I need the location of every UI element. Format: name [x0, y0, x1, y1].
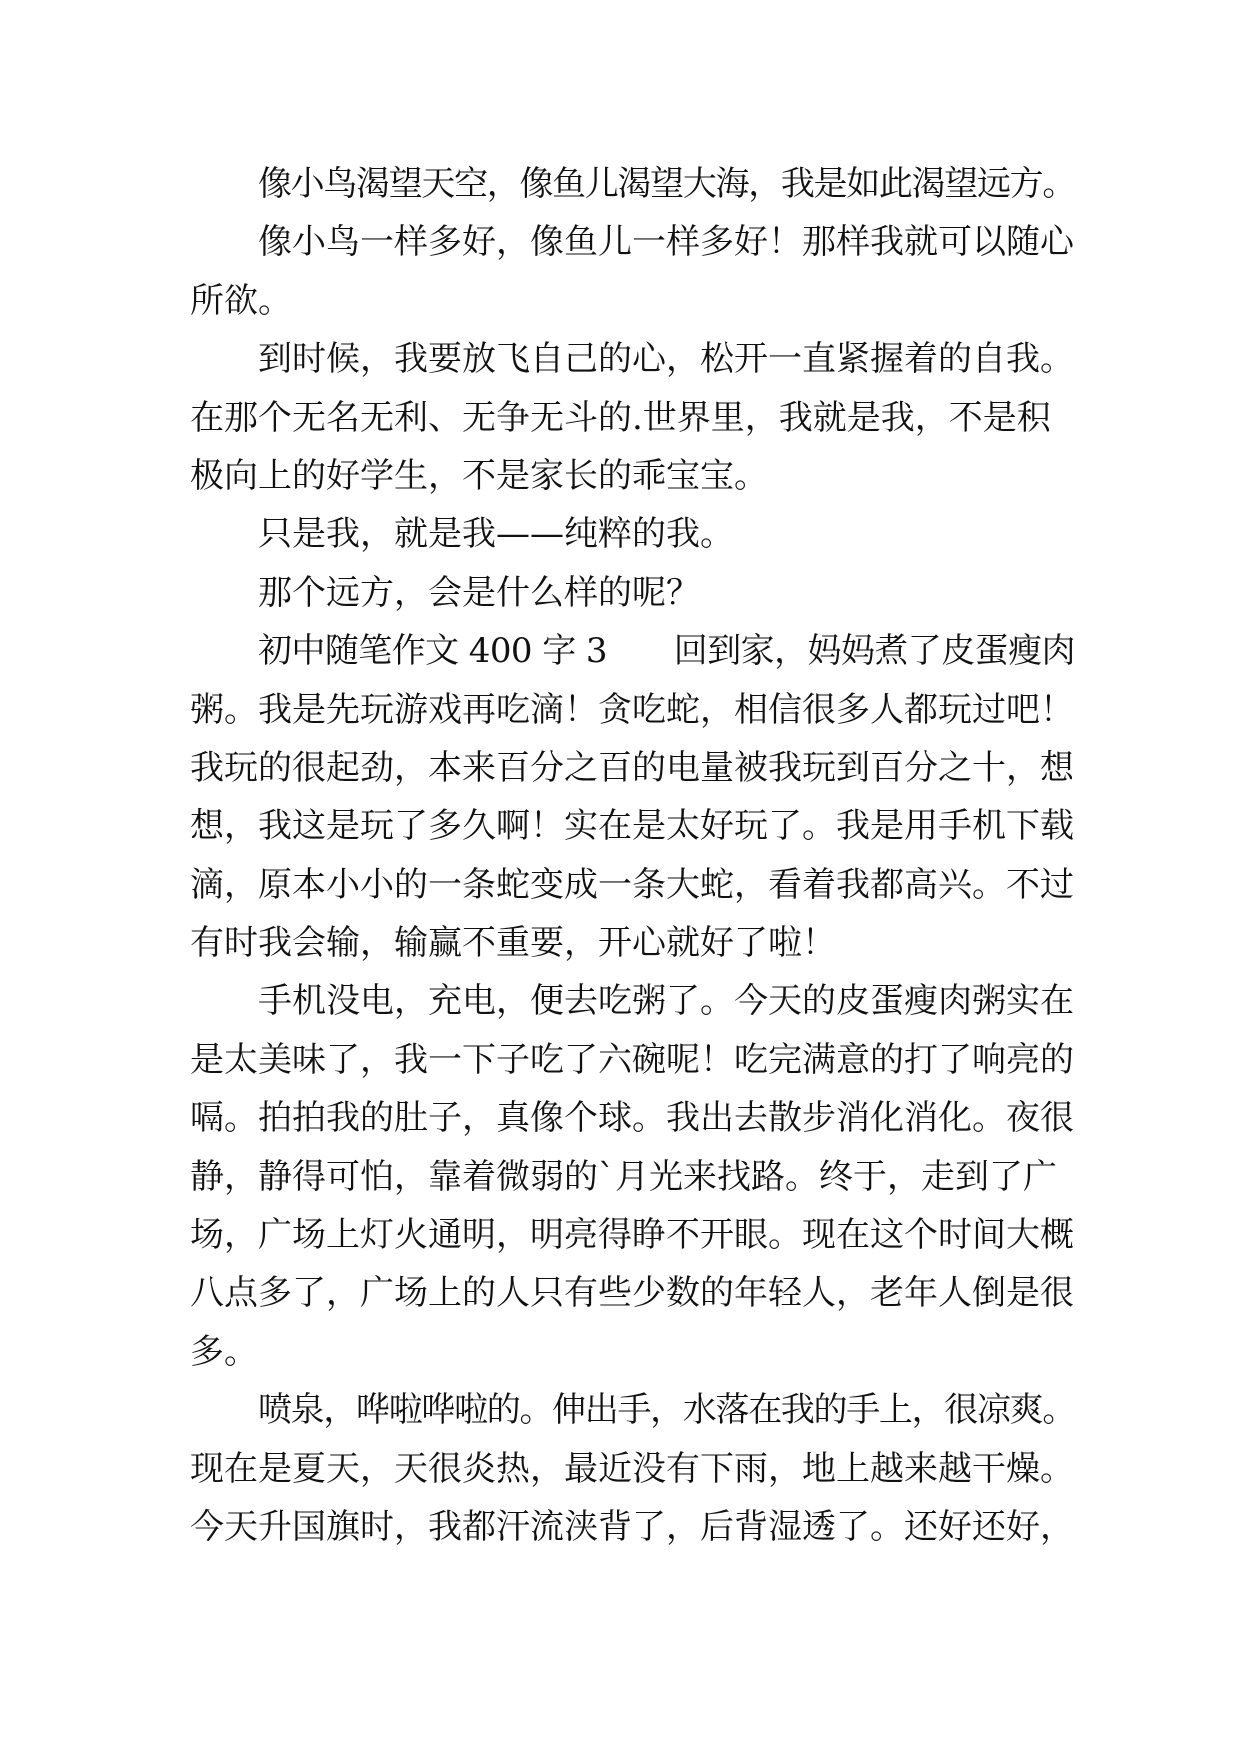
text-line: 嗝。拍拍我的肚子，真像个球。我出去散步消化消化。夜很 [190, 1098, 1074, 1139]
text-line: 是太美味了，我一下子吃了六碗呢！吃完满意的打了响亮的 [190, 1039, 1074, 1080]
text-line: 像小鸟一样多好，像鱼儿一样多好！那样我就可以随心 [258, 222, 1074, 263]
text-line: 有时我会输，输赢不重要，开心就好了啦！ [190, 923, 836, 964]
paragraph [190, 972, 1076, 1381]
text-line: 极向上的好学生，不是家长的乖宝宝。 [190, 455, 768, 496]
text-line: 喷泉，哗啦哗啦的。伸出手，水落在我的手上，很凉爽。 [258, 1390, 1075, 1431]
text-line: 静，静得可怕，靠着微弱的`月光来找路。终于，走到了广 [190, 1156, 1057, 1197]
text-line: 多。 [190, 1331, 258, 1372]
paragraph [190, 1381, 1076, 1556]
text-line: 我玩的很起劲，本来百分之百的电量被我玩到百分之十，想 [190, 747, 1074, 788]
text-line: 八点多了，广场上的人只有些少数的年轻人，老年人倒是很 [190, 1273, 1074, 1314]
text-line: 在那个无名无利、无争无斗的.世界里，我就是我，不是积 [190, 397, 1051, 438]
text-line: 想，我这是玩了多久啊！实在是太好玩了。我是用手机下载 [190, 806, 1074, 847]
text-line: 手机没电，充电，便去吃粥了。今天的皮蛋瘦肉粥实在 [258, 981, 1074, 1022]
text-line: 粥。我是先玩游戏再吃滴！贪吃蛇，相信很多人都玩过吧！ [190, 689, 1074, 730]
text-line: 像小鸟渴望天空，像鱼儿渴望大海，我是如此渴望远方。 [258, 164, 1075, 204]
paragraph [190, 564, 1076, 622]
paragraph [190, 622, 1076, 972]
paragraph [190, 213, 1076, 330]
paragraph [190, 155, 1076, 213]
text-line: 所欲。 [190, 280, 292, 321]
text-line: 只是我，就是我——纯粹的我。 [258, 514, 734, 555]
text-line: 那个远方，会是什么样的呢？ [258, 572, 700, 613]
text-line: 今天升国旗时，我都汗流浃背了，后背湿透了。还好还好， [190, 1506, 1074, 1547]
document-body [190, 155, 1076, 1556]
paragraph [190, 330, 1076, 505]
text-line: 场，广场上灯火通明，明亮得睁不开眼。现在这个时间大概 [190, 1215, 1074, 1256]
text-line: 滴，原本小小的一条蛇变成一条大蛇，看着我都高兴。不过 [190, 864, 1074, 905]
text-line: 到时候，我要放飞自己的心，松开一直紧握着的自我。 [258, 339, 1074, 380]
text-line: 现在是夏天，天很炎热，最近没有下雨，地上越来越干燥。 [190, 1448, 1074, 1489]
paragraph [190, 505, 1076, 563]
text-line: 初中随笔作文 400 字 3 回到家，妈妈煮了皮蛋瘦肉 [258, 631, 1075, 672]
